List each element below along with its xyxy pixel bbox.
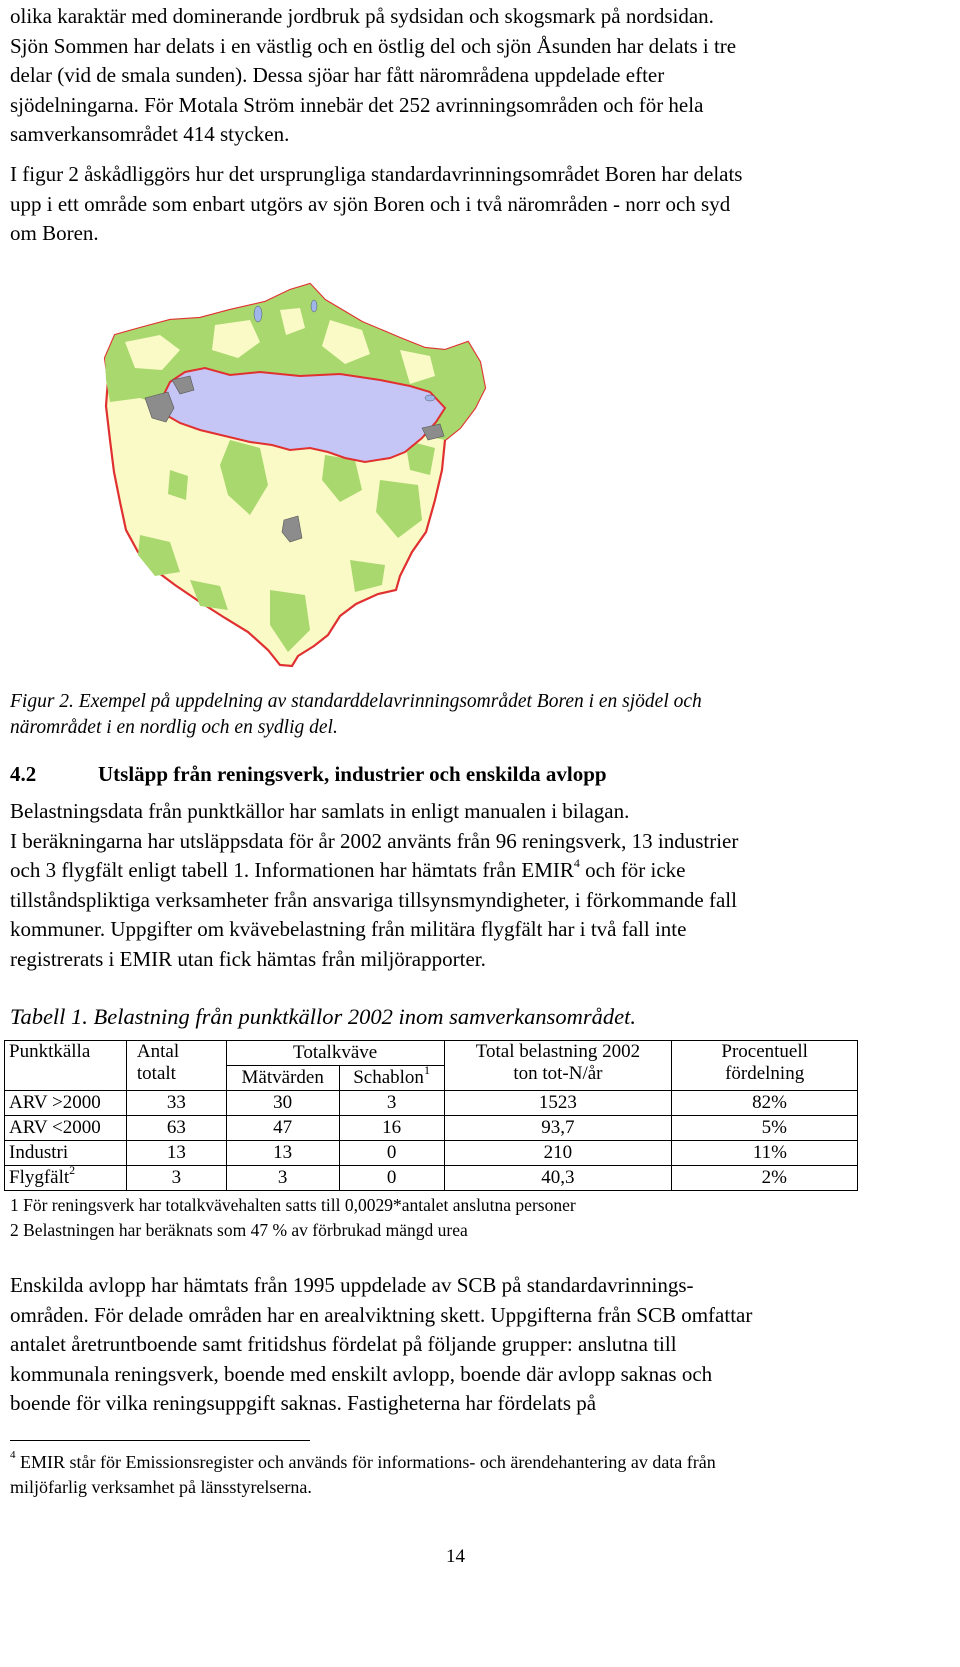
text-line: kommuner. Uppgifter om kvävebelastning från militära flygfält har i två fall inte bbox=[10, 917, 687, 941]
cell-name: ARV <2000 bbox=[5, 1116, 127, 1141]
text-line: tillståndspliktiga verksamheter från ansvariga tillsynsmyndigheter, i förkommande fall bbox=[10, 887, 737, 912]
header-text: Total belastning 2002 bbox=[475, 1041, 641, 1062]
cell-matvarden: 13 bbox=[226, 1141, 339, 1166]
figure-intro-paragraph bbox=[10, 160, 910, 249]
header-cell bbox=[444, 1041, 672, 1091]
caption-line: Figur 2. Exempel på uppdelning av standarddelavrinningsområdet Boren i en sjödel och bbox=[10, 691, 702, 712]
header-text: Procentuell bbox=[721, 1041, 808, 1062]
header-cell bbox=[339, 1062, 444, 1091]
table-note-reference: 2 bbox=[69, 1162, 76, 1177]
header-cell bbox=[672, 1041, 858, 1091]
text-line bbox=[10, 856, 910, 886]
section-heading bbox=[10, 762, 910, 787]
header-text: fördelning bbox=[725, 1063, 805, 1084]
cell-antal: 63 bbox=[126, 1116, 226, 1141]
cell-antal: 13 bbox=[126, 1141, 226, 1166]
header-group-cell: Totalkväve bbox=[226, 1041, 444, 1066]
footnote-text: EMIR står för Emissionsregister och används för informations- och ärendehantering av data från bbox=[15, 1452, 716, 1472]
section-number: 4.2 bbox=[10, 762, 37, 786]
cell-procent: 5% bbox=[672, 1116, 858, 1141]
table-row bbox=[5, 1091, 858, 1116]
figure-caption bbox=[10, 689, 890, 741]
section-title: Utsläpp från reningsverk, industrier och enskilda avlopp bbox=[98, 762, 607, 786]
small-lake bbox=[254, 306, 262, 322]
table-note-reference: 1 bbox=[423, 1062, 430, 1077]
text-segment: och 3 flygfält enligt tabell 1. Informationen har hämtats från EMIR bbox=[10, 858, 574, 882]
header-text: Antal bbox=[136, 1041, 180, 1062]
header-cell bbox=[126, 1041, 226, 1091]
cell-schablon: 16 bbox=[339, 1116, 444, 1141]
text-line: Sjön Sommen har delats i en västlig och en östlig del och sjön Åsunden har delats i tre bbox=[10, 33, 737, 58]
text-line: sjödelningarna. För Motala Ström innebär det 252 avrinningsområden och för hela bbox=[10, 92, 704, 117]
text-line: om Boren. bbox=[10, 221, 99, 245]
closing-paragraph bbox=[10, 1271, 910, 1419]
text-line: registrerats i EMIR utan fick hämtas från miljörapporter. bbox=[10, 946, 486, 971]
cell-procent: 2% bbox=[672, 1166, 858, 1191]
table-note: 1 För reningsverk har totalkvävehalten satts till 0,0029*antalet anslutna personer bbox=[10, 1195, 576, 1215]
cell-total: 93,7 bbox=[444, 1116, 672, 1141]
cell-schablon: 0 bbox=[339, 1141, 444, 1166]
text-line: Enskilda avlopp har hämtats från 1995 uppdelade av SCB på standardavrinnings- bbox=[10, 1273, 694, 1297]
table-row bbox=[5, 1141, 858, 1166]
cell-name bbox=[5, 1162, 127, 1191]
header-text: Schablon bbox=[353, 1067, 424, 1088]
text-line: samverkansområdet 414 stycken. bbox=[10, 122, 290, 146]
small-lake bbox=[425, 395, 435, 401]
text-line: upp i ett område som enbart utgörs av sjön Boren och i två närområden - norr och syd bbox=[10, 191, 731, 216]
header-text: ton tot-N/år bbox=[513, 1063, 603, 1084]
footnote bbox=[10, 1450, 890, 1500]
cell-matvarden: 47 bbox=[226, 1116, 339, 1141]
text-line: I figur 2 åskådliggörs hur det ursprungliga standardavrinningsområdet Boren har delats bbox=[10, 162, 743, 186]
cell-antal: 33 bbox=[126, 1091, 226, 1116]
text-line: områden. För delade områden har en arealviktning skett. Uppgifterna från SCB omfattar bbox=[10, 1302, 753, 1327]
small-lake bbox=[311, 300, 317, 312]
catchment-map-figure bbox=[100, 280, 520, 675]
point-source-table bbox=[4, 1040, 858, 1191]
table-header-row bbox=[5, 1041, 858, 1066]
table-title: Tabell 1. Belastning från punktkällor 2002 inom samverkansområdet. bbox=[10, 1004, 637, 1029]
cell-total: 1523 bbox=[444, 1091, 672, 1116]
text-line: Belastningsdata från punktkällor har samlats in enligt manualen i bilagan. bbox=[10, 799, 630, 823]
cell-schablon: 3 bbox=[339, 1091, 444, 1116]
cell-matvarden: 3 bbox=[226, 1166, 339, 1191]
footnote-number: 4 bbox=[10, 1449, 16, 1461]
footnote-line bbox=[10, 1450, 890, 1475]
header-text: totalt bbox=[136, 1063, 176, 1084]
cell-total: 210 bbox=[444, 1141, 672, 1166]
header-cell: Punktkälla bbox=[5, 1041, 127, 1091]
footnote-reference[interactable]: 4 bbox=[573, 856, 580, 870]
cell-procent: 11% bbox=[672, 1141, 858, 1166]
page-number: 14 bbox=[446, 1546, 465, 1567]
cell-schablon: 0 bbox=[339, 1166, 444, 1191]
text-line: kommunala reningsverk, boende med enskilt avlopp, boende där avlopp saknas och bbox=[10, 1361, 713, 1386]
cell-matvarden: 30 bbox=[226, 1091, 339, 1116]
cell-antal: 3 bbox=[126, 1166, 226, 1191]
text-line: olika karaktär med dominerande jordbruk på sydsidan och skogsmark på nordsidan. bbox=[10, 4, 714, 28]
text-segment: och för icke bbox=[579, 858, 686, 882]
cell-total: 40,3 bbox=[444, 1166, 672, 1191]
cell-name-text: Flygfält bbox=[9, 1167, 70, 1188]
text-line: antalet åretruntboende samt fritidshus fördelat på följande grupper: anslutna till bbox=[10, 1332, 677, 1356]
cell-name: ARV >2000 bbox=[5, 1091, 127, 1116]
cell-procent: 82% bbox=[672, 1091, 858, 1116]
text-line: boende för vilka reningsuppgift saknas. Fastigheterna har fördelats på bbox=[10, 1391, 597, 1415]
footnote-line: miljöfarlig verksamhet på länsstyrelserna. bbox=[10, 1477, 312, 1497]
cell-name: Industri bbox=[5, 1141, 127, 1166]
text-line: delar (vid de smala sunden). Dessa sjöar har fått närområdena uppdelade efter bbox=[10, 63, 665, 87]
table-row bbox=[5, 1116, 858, 1141]
caption-line: närområdet i en nordlig och en sydlig del. bbox=[10, 717, 338, 738]
catchment-map bbox=[100, 280, 520, 675]
footnote-divider bbox=[10, 1440, 310, 1441]
section-paragraph bbox=[10, 797, 910, 974]
table-row bbox=[5, 1166, 858, 1191]
intro-paragraph bbox=[10, 2, 910, 150]
header-cell: Mätvärden bbox=[226, 1066, 339, 1091]
table-note: 2 Belastningen har beräknats som 47 % av förbrukad mängd urea bbox=[10, 1220, 468, 1240]
text-line: I beräkningarna har utsläppsdata för år 2002 använts från 96 reningsverk, 13 industrier bbox=[10, 828, 739, 853]
